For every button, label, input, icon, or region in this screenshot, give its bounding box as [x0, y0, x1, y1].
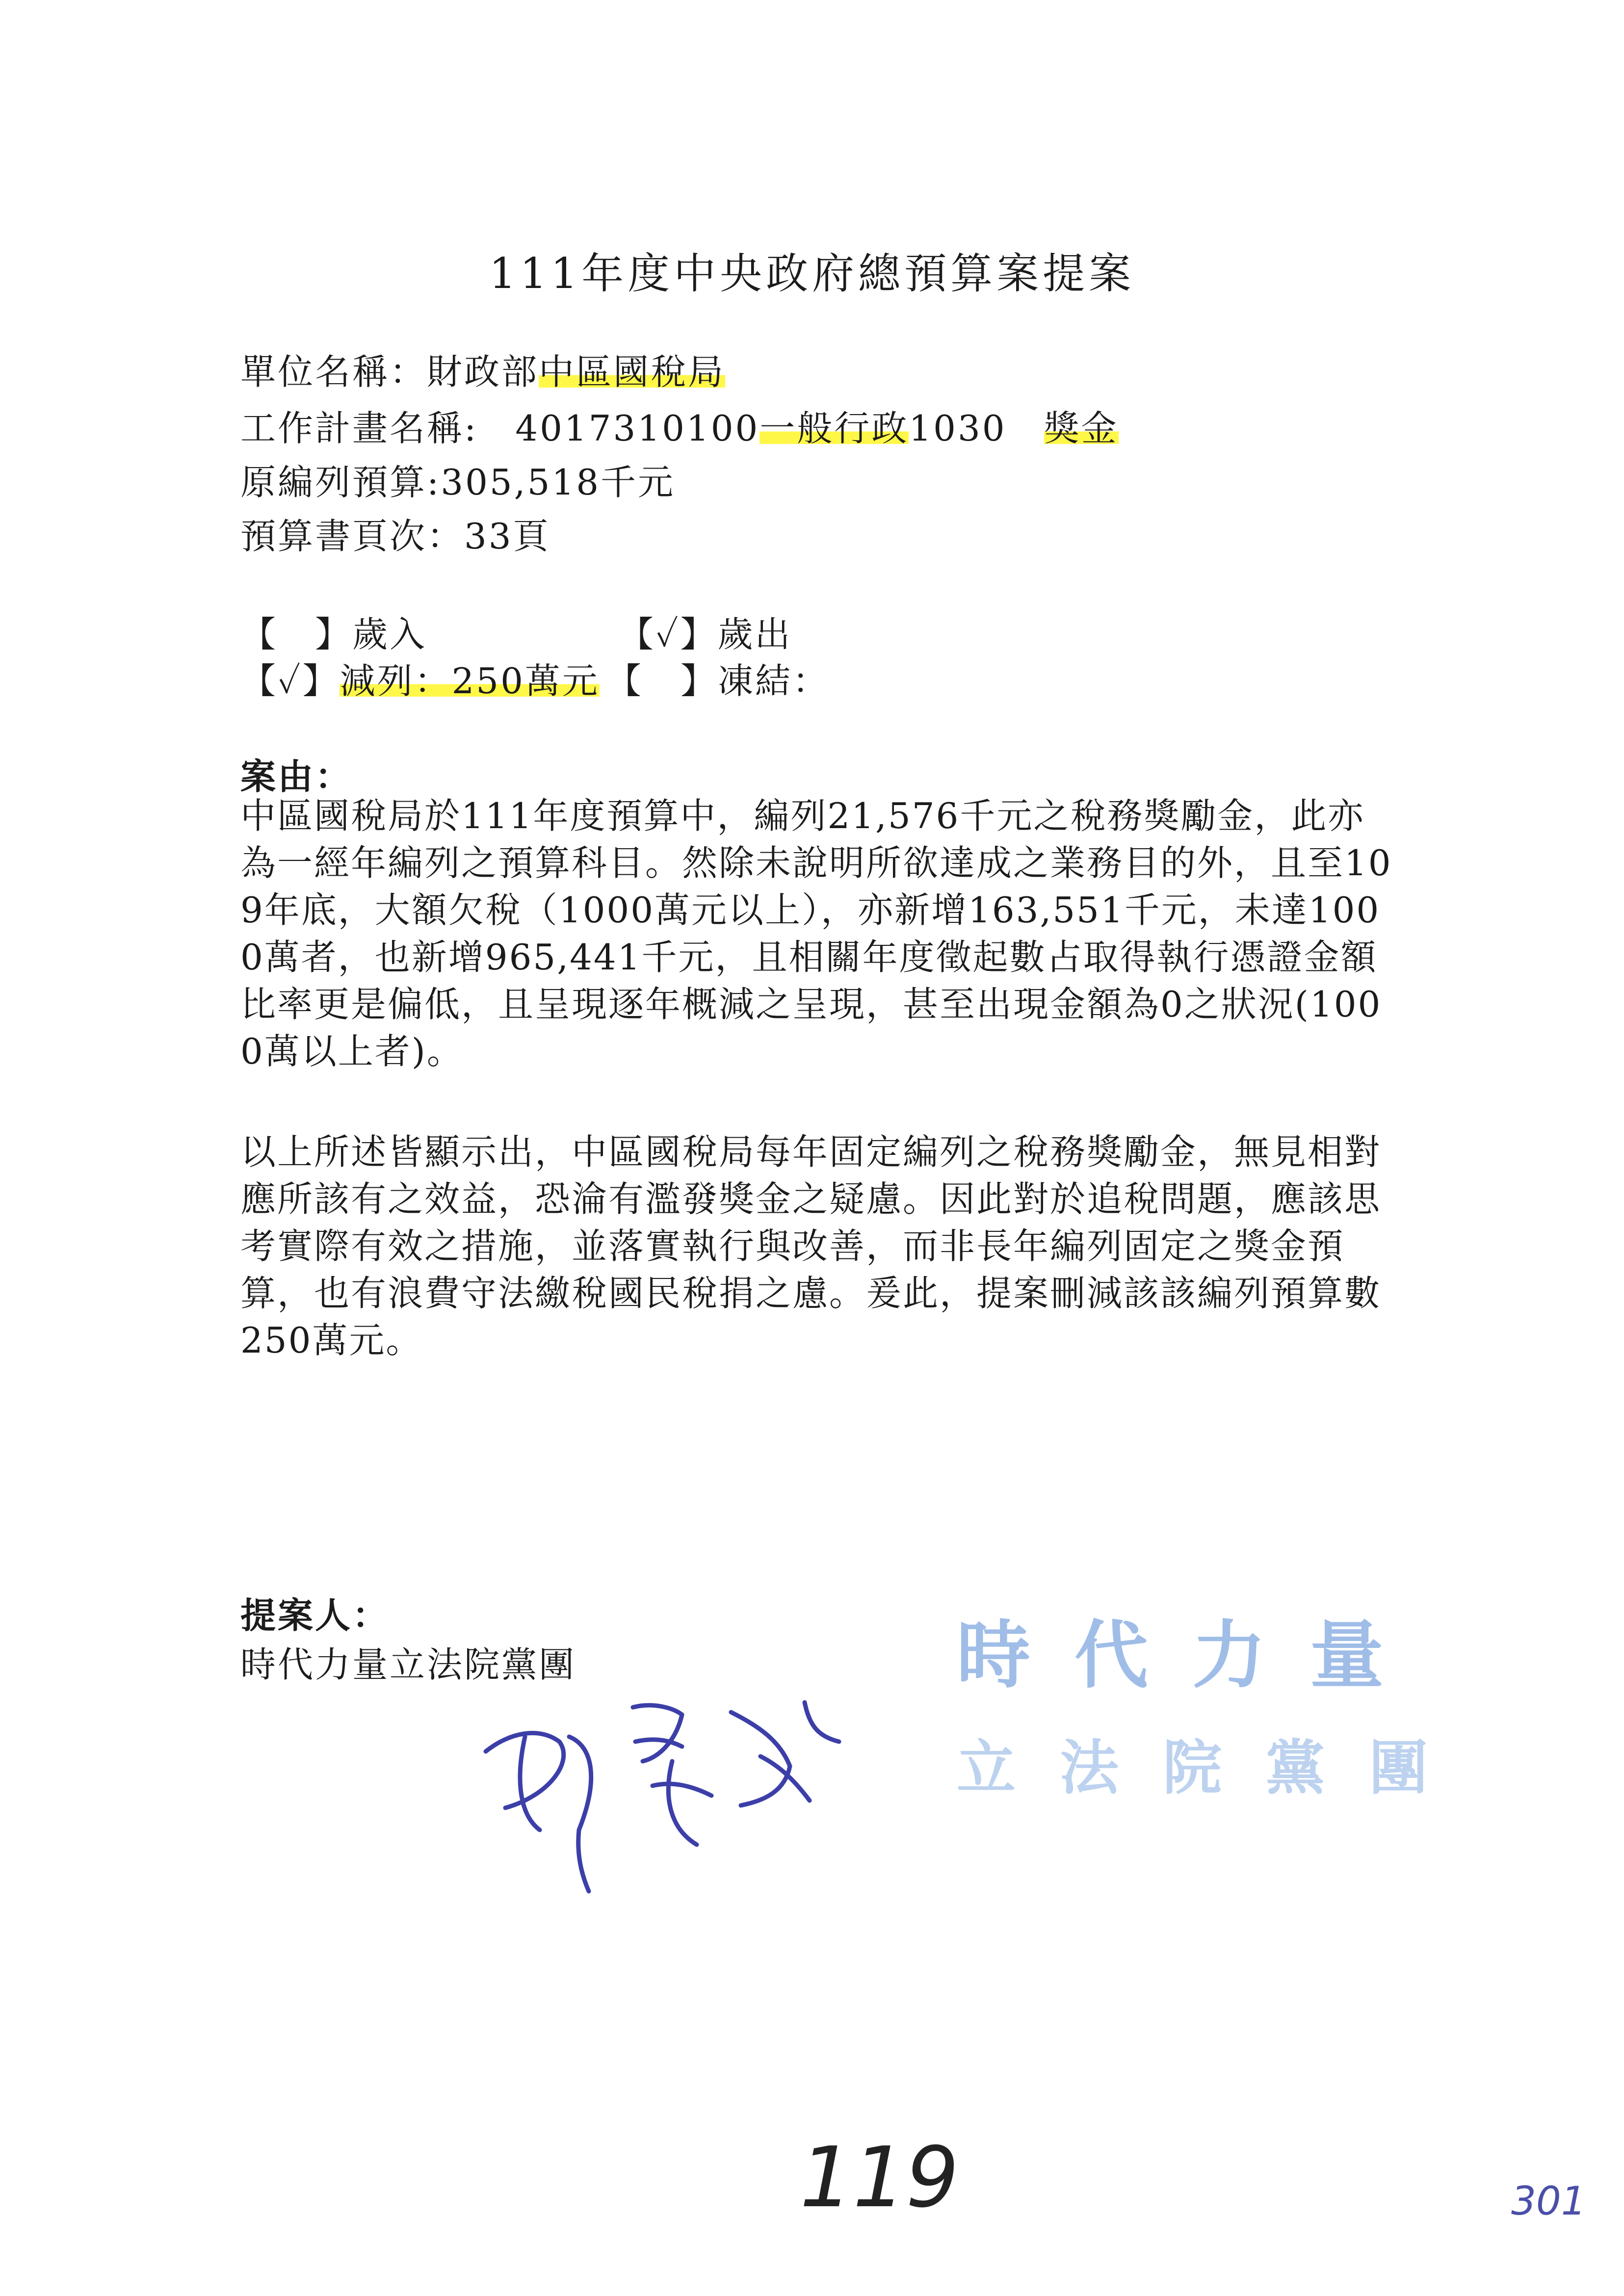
document-title: 111年度中央政府總預算案提案 — [489, 249, 1135, 298]
handwritten-signature — [466, 1668, 868, 1899]
work-plan-highlight-bonus: 獎金 — [1044, 408, 1119, 449]
reason-paragraph-1: 中區國稅局於111年度預算中，編列21,576千元之稅務獎勵金，此亦為一經年編列之預算科目。然除未說明所欲達成之業務目的外，且至109年底，大額欠稅（1000萬元以上），亦新增163,551千元，未達1000萬者，也新增965,441千元，且相關年度徵起數占取得執行憑證金額比率更是偏低，且呈現逐年概減之呈現，甚至出現金額為0之狀況(1000萬以上者)。 — [240, 795, 1392, 1072]
unit-name-line — [240, 343, 725, 394]
proposer-name: 時代力量立法院黨團 — [240, 1644, 576, 1685]
unit-name-highlight: 中區國稅局 — [539, 351, 726, 392]
proposer-heading: 提案人： — [240, 1594, 390, 1636]
expenditure-checkbox: 【✓】 — [618, 614, 718, 655]
work-plan-line — [240, 400, 1119, 451]
stamp-line-1: 時代力量 — [957, 1613, 1428, 1698]
revenue-checkbox: 【 】 — [240, 614, 353, 655]
handwritten-page-number: 119 — [800, 2129, 959, 2226]
work-plan-highlight-admin: 一般行政 — [760, 408, 909, 449]
original-budget: 原編列預算:305,518千元 — [240, 462, 675, 503]
stamp-line-2: 立法院黨團 — [957, 1734, 1472, 1802]
expenditure-option — [618, 606, 792, 657]
freeze-checkbox: 【 】 — [606, 660, 718, 702]
cut-amount: 減列：250萬元 — [340, 660, 600, 702]
unit-name-label: 單位名稱：財政部 — [240, 351, 539, 392]
work-plan-label: 工作計畫名稱: 4017310100 — [240, 408, 760, 449]
work-plan-code: 1030 — [909, 408, 1044, 449]
expenditure-label: 歲出 — [717, 614, 792, 655]
revenue-label: 歲入 — [352, 614, 427, 655]
party-caucus-stamp — [957, 1599, 1472, 1825]
reason-paragraph-2: 以上所述皆顯示出，中區國稅局每年固定編列之稅務獎勵金，無見相對應所該有之效益，恐淪有濫發獎金之疑慮。因此對於追稅問題，應該思考實際有效之措施，並落實執行與改善，而非長年編列固定之獎金預算，也有浪費守法繳稅國民稅捐之慮。爰此，提案刪減該該編列預算數250萬元。 — [240, 1131, 1382, 1361]
revenue-option — [240, 606, 427, 657]
freeze-label: 凍結： — [718, 660, 830, 702]
cut-option — [240, 652, 600, 704]
cut-checkbox: 【✓】 — [240, 660, 340, 702]
budget-page-ref: 預算書頁次：33頁 — [240, 516, 550, 557]
freeze-option — [606, 652, 830, 704]
reason-heading: 案由： — [240, 756, 353, 797]
corner-page-number: 301 — [1511, 2178, 1586, 2224]
